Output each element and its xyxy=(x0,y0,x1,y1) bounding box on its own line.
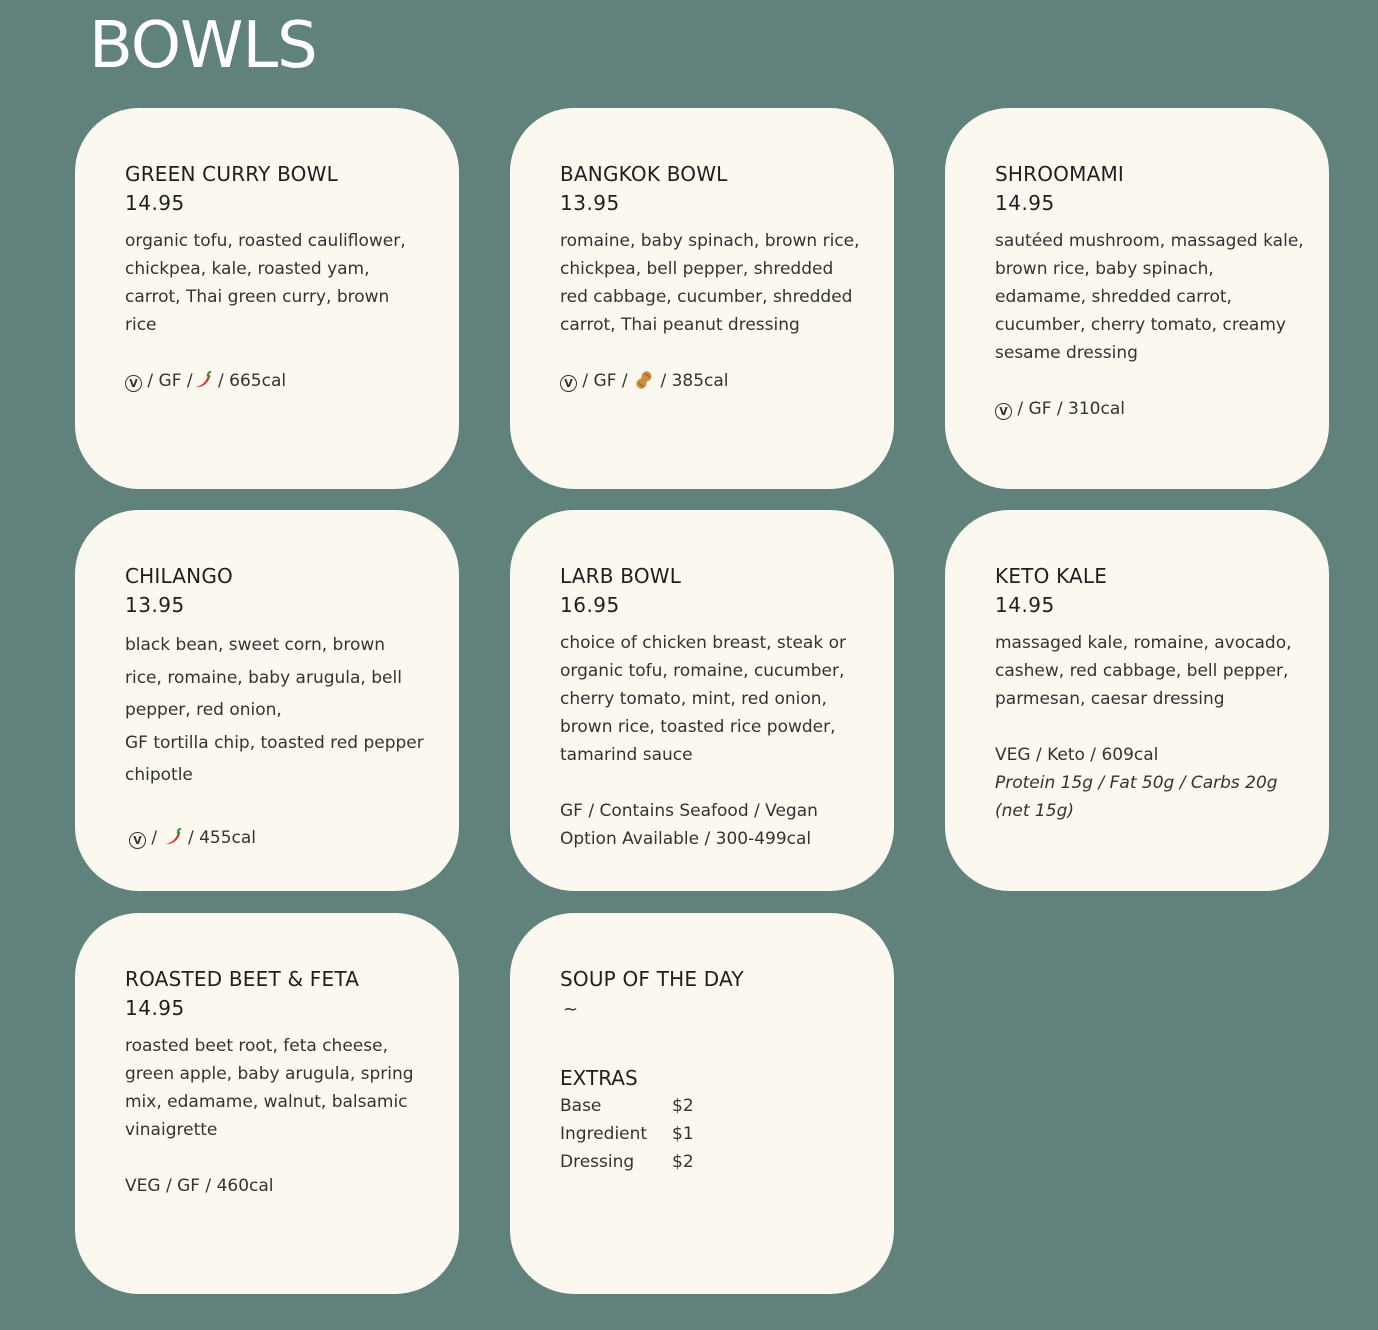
extra-price: $1 xyxy=(672,1124,694,1144)
item-description: roasted beet root, feta cheese, green apple, baby arugula, spring mix, edamame, walnut, balsamic vinaigrette xyxy=(125,1036,414,1140)
item-tags xyxy=(125,824,435,852)
tags-text: / GF / xyxy=(582,371,628,391)
vegan-icon: V xyxy=(560,375,577,392)
item-description: romaine, baby spinach, brown rice, chickpea, bell pepper, shredded red cabbage, cucumber, shredded carrot, Thai peanut dressing xyxy=(560,231,860,335)
item-name: LARB BOWL xyxy=(560,564,682,588)
soup-name: SOUP OF THE DAY xyxy=(560,967,744,991)
item-name: BANGKOK BOWL xyxy=(560,162,728,186)
item-name: CHILANGO xyxy=(125,564,233,588)
item-name: SHROOMAMI xyxy=(995,162,1125,186)
item-description: organic tofu, roasted cauliflower, chickpea, kale, roasted yam, carrot, Thai green curry, brown rice xyxy=(125,231,406,335)
item-price: 14.95 xyxy=(125,191,185,215)
extras-row xyxy=(560,1092,870,1120)
tags-text-suffix: / 385cal xyxy=(660,371,729,391)
tags-text-suffix: / 455cal xyxy=(187,827,257,848)
item-price: 14.95 xyxy=(995,191,1055,215)
vegan-icon: V xyxy=(995,403,1012,420)
tags-text: / GF / xyxy=(147,371,193,391)
menu-card-green-curry-bowl xyxy=(75,108,459,489)
item-price: 14.95 xyxy=(125,996,185,1020)
extra-name: Dressing xyxy=(560,1152,635,1172)
item-tags: GF / Contains Seafood / Vegan Option Available / 300-499cal xyxy=(560,801,818,849)
item-tags xyxy=(560,367,870,395)
item-macros: Protein 15g / Fat 50g / Carbs 20g (net 15g) xyxy=(995,773,1278,821)
item-price: 14.95 xyxy=(995,593,1055,617)
chili-pepper-icon xyxy=(193,370,213,390)
item-name: KETO KALE xyxy=(995,564,1108,588)
extras-row xyxy=(560,1148,870,1176)
menu-card-keto-kale xyxy=(945,510,1329,891)
tags-text: / GF / 310cal xyxy=(1017,399,1125,419)
item-description: black bean, sweet corn, brown rice, romaine, baby arugula, bell pepper, red onion, xyxy=(125,635,402,720)
menu-card-soup-of-the-day xyxy=(510,913,894,1294)
peanut-icon xyxy=(633,369,655,391)
item-description: sautéed mushroom, massaged kale, brown rice, baby spinach, edamame, shredded carrot, cucumber, cherry tomato, creamy sesame dressing xyxy=(995,231,1304,363)
menu-card-shroomami xyxy=(945,108,1329,489)
item-name: GREEN CURRY BOWL xyxy=(125,162,338,186)
item-description: choice of chicken breast, steak or organic tofu, romaine, cucumber, cherry tomato, mint, red onion, brown rice, toasted rice powder, tamarind sauce xyxy=(560,633,846,765)
item-description: massaged kale, romaine, avocado, cashew, red cabbage, bell pepper, parmesan, caesar dressing xyxy=(995,633,1292,709)
chili-pepper-icon xyxy=(163,827,183,847)
item-price: 13.95 xyxy=(125,593,185,617)
extra-price: $2 xyxy=(672,1096,694,1116)
vegan-icon: V xyxy=(129,832,146,849)
item-tags xyxy=(995,395,1305,423)
item-price: 16.95 xyxy=(560,593,620,617)
soup-price: ~ xyxy=(563,999,579,1020)
extras-title: EXTRAS xyxy=(560,1066,638,1090)
menu-card-bangkok-bowl xyxy=(510,108,894,489)
extra-name: Ingredient xyxy=(560,1124,648,1144)
item-tags: VEG / Keto / 609cal xyxy=(995,745,1159,765)
item-tags xyxy=(125,367,435,395)
item-tags: VEG / GF / 460cal xyxy=(125,1176,274,1196)
menu-card-chilango xyxy=(75,510,459,891)
menu-card-larb-bowl xyxy=(510,510,894,891)
page-title: BOWLS xyxy=(89,9,317,83)
item-price: 13.95 xyxy=(560,191,620,215)
vegan-icon: V xyxy=(125,375,142,392)
menu-card-roasted-beet-feta xyxy=(75,913,459,1294)
tags-text-suffix: / 665cal xyxy=(218,371,287,391)
extra-price: $2 xyxy=(672,1152,694,1172)
item-name: ROASTED BEET & FETA xyxy=(125,967,360,991)
extras-row xyxy=(560,1120,870,1148)
tags-text: / xyxy=(151,827,158,848)
item-description-2: GF tortilla chip, toasted red pepper chipotle xyxy=(125,732,424,785)
extra-name: Base xyxy=(560,1096,602,1116)
